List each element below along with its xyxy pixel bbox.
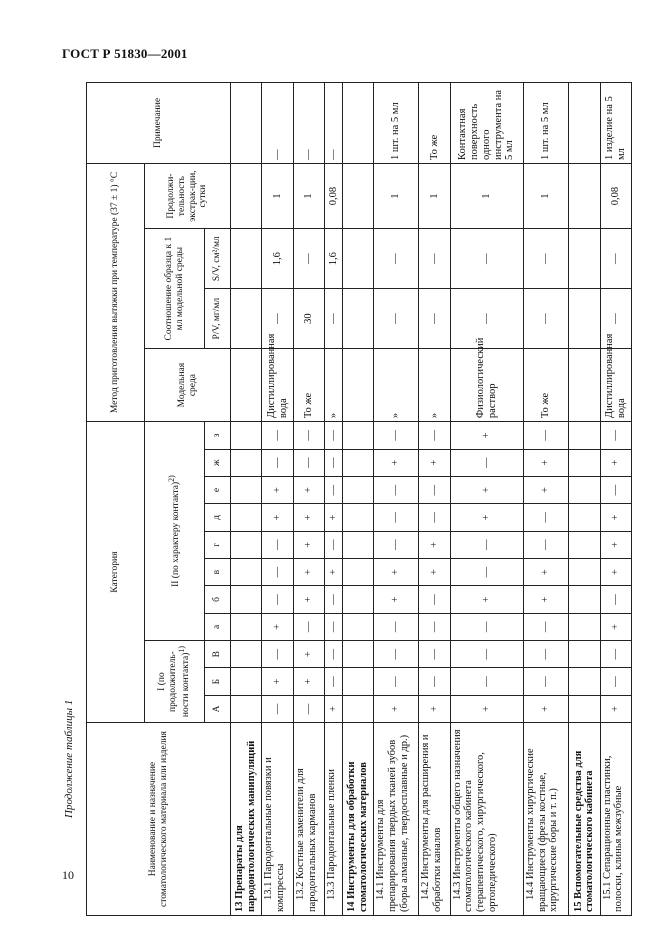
empty-cell xyxy=(231,476,262,503)
row-name: 15.1 Сепарационные пластинки, полоски, клинья межзубные xyxy=(600,723,631,916)
empty-cell xyxy=(231,641,262,668)
cat1-mark: + xyxy=(600,695,631,722)
cat2-mark: — xyxy=(325,613,342,640)
empty-cell xyxy=(342,422,373,449)
empty-cell xyxy=(342,558,373,585)
header-cat2-col: а xyxy=(205,613,231,640)
row-name: 14.3 Инструменты общего назначения стоматологического кабинета (терапевтического, хирургического, ортопедического) xyxy=(450,723,523,916)
cat2-mark: + xyxy=(325,504,342,531)
row-duration: 1 xyxy=(293,163,324,228)
cat2-mark: + xyxy=(293,504,324,531)
row-medium: » xyxy=(325,349,342,422)
header-cat1-col: Б xyxy=(205,668,231,695)
page-header: ГОСТ Р 51830—2001 xyxy=(62,46,188,61)
section-title: 13 Препараты для пародонтологических манипуляций xyxy=(231,723,262,916)
cat2-mark: — xyxy=(523,504,568,531)
row-name: 13.2 Костные заменители для пародонтальных карманов xyxy=(293,723,324,916)
empty-cell xyxy=(231,586,262,613)
table-row xyxy=(262,83,293,916)
table-row xyxy=(293,83,324,916)
header-cat2-col: б xyxy=(205,586,231,613)
cat2-mark: — xyxy=(450,558,523,585)
row-name: 14.4 Инструменты хирургические вращающиеся (фрезы костные, хирургические боры и т. п.) xyxy=(523,723,568,916)
header-cat1-col: А xyxy=(205,695,231,722)
row-medium: Физиологический раствор xyxy=(450,349,523,422)
row-sv: — xyxy=(293,229,324,289)
empty-cell xyxy=(231,695,262,722)
cat2-mark: — xyxy=(262,558,293,585)
empty-cell xyxy=(342,289,373,349)
row-sv: 1,6 xyxy=(325,229,342,289)
row-name: 14.2 Инструменты для расширения и обработки каналов xyxy=(419,723,450,916)
cat1-mark: — xyxy=(419,668,450,695)
empty-cell xyxy=(342,668,373,695)
cat2-mark: — xyxy=(419,586,450,613)
table-continuation-caption: Продолжение таблицы 1 xyxy=(63,699,75,818)
empty-cell xyxy=(231,613,262,640)
cat1-mark: — xyxy=(374,668,419,695)
header-medium: Модельная среда xyxy=(145,349,231,422)
empty-cell xyxy=(569,289,600,349)
cat1-mark: — xyxy=(523,641,568,668)
table-row xyxy=(600,83,631,916)
cat1-mark: — xyxy=(262,695,293,722)
header-sv: S/V, см²/мл xyxy=(205,229,231,289)
cat2-mark: — xyxy=(325,586,342,613)
header-method: Метод приготовления вытяжки при температуре (37 ± 1) °C xyxy=(87,163,145,421)
cat2-mark: — xyxy=(374,476,419,503)
header-ratio: Соотношение образца к 1 мл модельной среды xyxy=(145,229,205,349)
row-sv: 1,6 xyxy=(262,229,293,289)
cat2-mark: + xyxy=(450,476,523,503)
cat2-mark: + xyxy=(450,504,523,531)
cat2-mark: — xyxy=(523,422,568,449)
empty-cell xyxy=(231,668,262,695)
cat2-mark: — xyxy=(450,531,523,558)
empty-cell xyxy=(342,349,373,422)
cat2-mark: — xyxy=(374,422,419,449)
cat2-mark: + xyxy=(600,504,631,531)
empty-cell xyxy=(231,422,262,449)
empty-cell xyxy=(569,641,600,668)
row-duration: 1 xyxy=(450,163,523,228)
empty-cell xyxy=(342,504,373,531)
cat1-mark: — xyxy=(293,695,324,722)
row-sv: — xyxy=(523,229,568,289)
empty-cell xyxy=(231,289,262,349)
cat2-mark: + xyxy=(419,449,450,476)
header-cat2-col: ж xyxy=(205,449,231,476)
empty-cell xyxy=(569,586,600,613)
row-note: 1 шт. на 5 мл xyxy=(374,83,419,164)
rotated-table xyxy=(86,82,632,916)
section-title: 14 Инструменты для обработки стоматологических материалов xyxy=(342,723,373,916)
cat2-mark: — xyxy=(325,449,342,476)
cat1-mark: — xyxy=(600,641,631,668)
row-medium: Дистиллированная вода xyxy=(262,349,293,422)
cat2-mark: + xyxy=(293,476,324,503)
row-duration: 1 xyxy=(374,163,419,228)
row-duration: 1 xyxy=(419,163,450,228)
data-table xyxy=(86,82,632,916)
section-row xyxy=(342,83,373,916)
cat2-mark: + xyxy=(600,449,631,476)
section-row xyxy=(569,83,600,916)
cat1-mark: — xyxy=(419,641,450,668)
empty-cell xyxy=(569,449,600,476)
cat2-mark: — xyxy=(523,613,568,640)
cat1-mark: — xyxy=(325,668,342,695)
row-sv: — xyxy=(450,229,523,289)
cat2-mark: + xyxy=(293,586,324,613)
cat2-mark: + xyxy=(523,586,568,613)
row-duration: 1 xyxy=(262,163,293,228)
empty-cell xyxy=(231,449,262,476)
row-duration: 1 xyxy=(523,163,568,228)
cat2-mark: — xyxy=(419,422,450,449)
cat1-mark: + xyxy=(325,695,342,722)
cat2-mark: — xyxy=(325,422,342,449)
row-pv: — xyxy=(523,289,568,349)
row-note: 1 шт. на 5 мл xyxy=(523,83,568,164)
table-row xyxy=(374,83,419,916)
row-sv: — xyxy=(600,229,631,289)
cat1-mark: + xyxy=(419,695,450,722)
empty-cell xyxy=(569,422,600,449)
row-note: — xyxy=(262,83,293,164)
header-cat2-col: з xyxy=(205,422,231,449)
header-cat2-col: д xyxy=(205,504,231,531)
cat2-mark: + xyxy=(262,613,293,640)
cat2-mark: — xyxy=(419,504,450,531)
empty-cell xyxy=(569,83,600,164)
row-medium: Дистиллированная вода xyxy=(600,349,631,422)
cat2-mark: — xyxy=(262,422,293,449)
empty-cell xyxy=(569,229,600,289)
cat1-mark: — xyxy=(523,668,568,695)
cat2-mark: + xyxy=(262,476,293,503)
cat2-mark: + xyxy=(600,558,631,585)
empty-cell xyxy=(342,531,373,558)
cat2-mark: — xyxy=(374,504,419,531)
empty-cell xyxy=(569,349,600,422)
row-duration: 0,08 xyxy=(325,163,342,228)
empty-cell xyxy=(342,229,373,289)
table-row xyxy=(419,83,450,916)
cat2-mark: + xyxy=(293,531,324,558)
cat2-mark: — xyxy=(523,531,568,558)
cat2-mark: — xyxy=(262,586,293,613)
cat1-mark: — xyxy=(374,641,419,668)
cat2-mark: — xyxy=(600,476,631,503)
row-note: — xyxy=(293,83,324,164)
row-pv: — xyxy=(419,289,450,349)
header-cat2-col: г xyxy=(205,531,231,558)
cat1-mark: + xyxy=(293,641,324,668)
cat2-mark: + xyxy=(600,613,631,640)
cat2-mark: + xyxy=(450,586,523,613)
empty-cell xyxy=(569,163,600,228)
cat2-mark: — xyxy=(419,613,450,640)
empty-cell xyxy=(569,558,600,585)
cat2-mark: — xyxy=(293,613,324,640)
cat2-mark: + xyxy=(325,558,342,585)
row-medium: То же xyxy=(523,349,568,422)
cat2-mark: — xyxy=(600,586,631,613)
row-sv: — xyxy=(374,229,419,289)
cat1-mark: — xyxy=(450,641,523,668)
row-pv: — xyxy=(325,289,342,349)
cat2-mark: + xyxy=(293,558,324,585)
row-pv: 30 xyxy=(293,289,324,349)
empty-cell xyxy=(231,229,262,289)
cat1-mark: + xyxy=(293,668,324,695)
empty-cell xyxy=(342,476,373,503)
row-medium: » xyxy=(374,349,419,422)
cat1-mark: — xyxy=(600,668,631,695)
empty-cell xyxy=(231,349,262,422)
header-cat2-col: е xyxy=(205,476,231,503)
row-note: — xyxy=(325,83,342,164)
header-duration: Продолжи-тельность экстрак-ции, сутки xyxy=(145,163,231,228)
row-duration: 0,08 xyxy=(600,163,631,228)
cat2-mark: + xyxy=(523,449,568,476)
row-medium: То же xyxy=(293,349,324,422)
empty-cell xyxy=(569,476,600,503)
row-name: 14.1 Инструменты для препарирования твердых тканей зубов (боры алмазные, твердосплавные и др.) xyxy=(374,723,419,916)
row-name: 13.3 Пародонтальные пленки xyxy=(325,723,342,916)
empty-cell xyxy=(569,695,600,722)
cat2-mark: — xyxy=(293,449,324,476)
cat1-mark: + xyxy=(523,695,568,722)
empty-cell xyxy=(342,163,373,228)
row-pv: — xyxy=(262,289,293,349)
cat2-mark: + xyxy=(374,586,419,613)
row-pv: — xyxy=(374,289,419,349)
table-body xyxy=(231,83,632,916)
cat2-mark: — xyxy=(325,476,342,503)
header-group1: I (по продолжитель-ности контакта)$^{1)}$ xyxy=(145,641,205,723)
empty-cell xyxy=(231,504,262,531)
empty-cell xyxy=(569,531,600,558)
cat2-mark: — xyxy=(262,449,293,476)
cat2-mark: — xyxy=(419,476,450,503)
empty-cell xyxy=(231,558,262,585)
empty-cell xyxy=(231,531,262,558)
cat1-mark: — xyxy=(450,668,523,695)
empty-cell xyxy=(342,613,373,640)
cat2-mark: + xyxy=(523,476,568,503)
cat2-mark: + xyxy=(450,422,523,449)
header-name: Наименование и назначение стоматологического материала или изделия xyxy=(87,723,231,916)
table-row xyxy=(523,83,568,916)
header-group2: II (по характеру контакта)$^{2)}$ xyxy=(145,422,205,641)
row-sv: — xyxy=(419,229,450,289)
page-number: 10 xyxy=(62,868,74,882)
header-note: Примечание xyxy=(87,83,231,164)
empty-cell xyxy=(569,668,600,695)
cat2-mark: — xyxy=(374,531,419,558)
header-cat1-col: В xyxy=(205,641,231,668)
section-title: 15 Вспомогательные средства для стоматологического кабинета xyxy=(569,723,600,916)
cat2-mark: — xyxy=(600,422,631,449)
cat1-mark: + xyxy=(262,668,293,695)
table-row xyxy=(325,83,342,916)
cat2-mark: — xyxy=(262,531,293,558)
cat2-mark: — xyxy=(450,613,523,640)
empty-cell xyxy=(569,613,600,640)
cat1-mark: — xyxy=(262,641,293,668)
row-name: 13.1 Пародонтальные повязки и компрессы xyxy=(262,723,293,916)
empty-cell xyxy=(342,83,373,164)
empty-cell xyxy=(569,504,600,531)
row-pv: — xyxy=(600,289,631,349)
cat2-mark: + xyxy=(374,558,419,585)
empty-cell xyxy=(342,695,373,722)
cat1-mark: + xyxy=(450,695,523,722)
table-row xyxy=(450,83,523,916)
cat2-mark: — xyxy=(293,422,324,449)
cat1-mark: — xyxy=(325,641,342,668)
cat2-mark: — xyxy=(374,613,419,640)
section-row xyxy=(231,83,262,916)
empty-cell xyxy=(342,641,373,668)
cat2-mark: — xyxy=(450,449,523,476)
cat2-mark: + xyxy=(419,531,450,558)
row-note: 1 изделие на 5 мл xyxy=(600,83,631,164)
cat2-mark: + xyxy=(374,449,419,476)
empty-cell xyxy=(231,163,262,228)
empty-cell xyxy=(342,586,373,613)
row-pv: — xyxy=(450,289,523,349)
empty-cell xyxy=(231,83,262,164)
cat1-mark: + xyxy=(374,695,419,722)
table-container xyxy=(86,82,661,912)
row-note: Контактная поверхность одного инструмента на 5 мл xyxy=(450,83,523,164)
header-cat2-col: в xyxy=(205,558,231,585)
cat2-mark: — xyxy=(325,531,342,558)
cat2-mark: + xyxy=(262,504,293,531)
cat2-mark: + xyxy=(523,558,568,585)
empty-cell xyxy=(342,449,373,476)
cat2-mark: + xyxy=(600,531,631,558)
header-category: Категория xyxy=(87,422,145,723)
row-medium: » xyxy=(419,349,450,422)
header-pv: P/V, мг/мл xyxy=(205,289,231,349)
cat2-mark: + xyxy=(419,558,450,585)
row-note: То же xyxy=(419,83,450,164)
